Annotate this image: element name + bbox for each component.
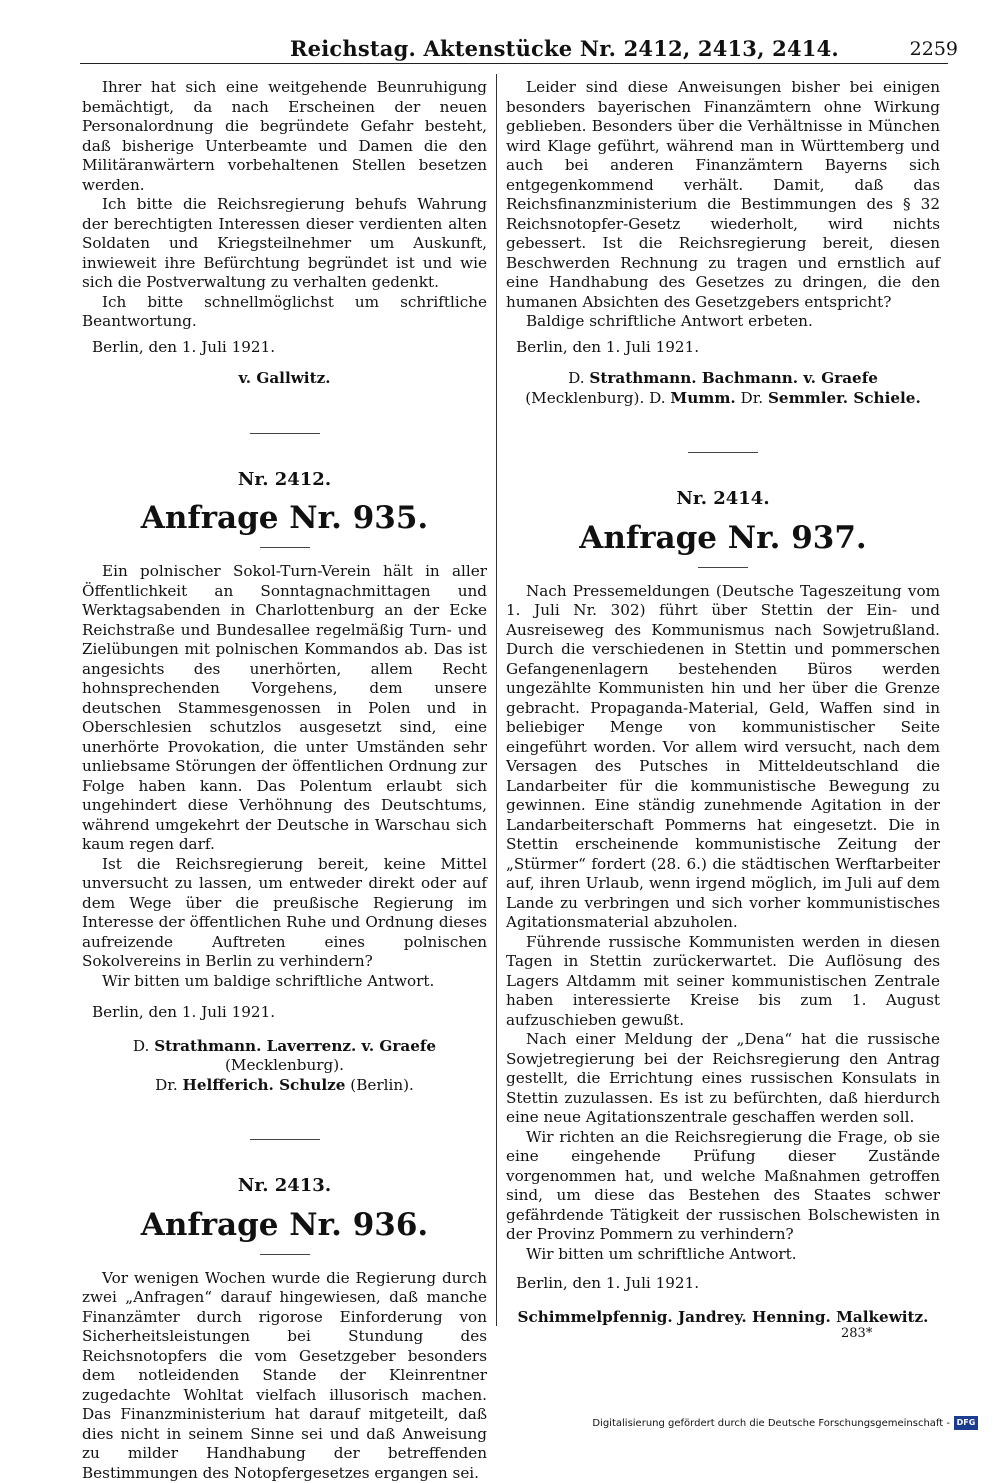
title-rule [260,1254,310,1255]
title-rule [698,567,748,568]
signature-line [506,369,940,389]
signature-mark: 283* [841,1326,872,1341]
signature-line [82,1076,487,1096]
paragraph: Nach einer Meldung der „Dena“ hat die russische Sowjetregierung bei der Reichsregierung den Antrag gestellt, die Errichtung eines russischen Konsulats in Stettin zuzulassen. Es ist zu befürchten, daß hierdurch eine neue Agitationszentrale geschaffen werden soll. [506,1030,940,1128]
section-divider [250,433,320,434]
document-number: Nr. 2412. [82,470,487,490]
date-place: Berlin, den 1. Juli 1921. [506,1274,940,1294]
signature: v. Gallwitz. [82,369,487,389]
section-divider [250,1139,320,1140]
paragraph: Wir richten an die Reichsregierung die Frage, ob sie eine eingehende Prüfung dieser Zustände vorgenommen hat, und welche Maßnahmen getroffen sind, um diese das Bestehen des Staates schwer gefährdende Tätigkeit der russischen Bolschewisten in der Provinz Pommern zu verhindern? [506,1128,940,1245]
signature: Schimmelpfennig. Jandrey. Henning. Malkewitz. [506,1308,940,1328]
paragraph: Ihrer hat sich eine weitgehende Beunruhigung bemächtigt, da nach Erscheinen der neuen Personalordnung die begründete Gefahr besteht, daß bisherige Unterbeamte und Damen die den Militäranwärtern vorbehaltenen Stellen besetzen werden. [82,78,487,195]
paragraph: Wir bitten um baldige schriftliche Antwort. [82,972,487,992]
signature-note: (Mecklenburg). D. [525,389,665,407]
signature-title: Dr. [741,389,764,407]
page-number: 2259 [910,38,958,60]
document-number: Nr. 2414. [506,489,940,509]
dfg-logo: DFG [954,1416,978,1430]
signature-note: (Berlin). [350,1076,414,1094]
header-rule [80,63,948,64]
signature-names: Strathmann. Laverrenz. v. Graefe [154,1037,436,1055]
page-header [0,30,1000,66]
signature-line [82,1037,487,1076]
paragraph: Baldige schriftliche Antwort erbeten. [506,312,940,332]
column-divider [496,74,497,1326]
signature-names: Semmler. Schiele. [768,389,921,407]
inquiry-title: Anfrage Nr. 935. [82,499,487,537]
signature-names: Mumm. [670,389,735,407]
document-number: Nr. 2413. [82,1176,487,1196]
paragraph: Nach Pressemeldungen (Deutsche Tageszeitung vom 1. Juli Nr. 302) führt über Stettin der Ein- und Ausreiseweg des Kommunismus nach Sowjetrußland. Durch die verschiedenen in Stettin und pommerschen Gefangenenlagern bestehenden Büros werden ungezählte Kommunisten hin und her über die Grenze gebracht. Propaganda-Material, Geld, Waffen sind in beliebiger Menge von kommunistischer Seite eingeführt worden. Vor allem wird versucht, nach dem Versagen des Putsches in Mitteldeutschland die Landarbeiter für die kommunistische Bewegung zu gewinnen. Eine ständig zunehmende Agitation in der Landarbeiterschaft Pommerns hat eingesetzt. Die in Stettin erscheinende kommunistische Zeitung der „Stürmer“ fordert (28. 6.) die städtischen Werftarbeiter auf, ihren Urlaub, wenn irgend möglich, im Juli auf dem Lande zu verbringen und sich vorher kommunistisches Agitationsmaterial abzuholen. [506,582,940,933]
date-place: Berlin, den 1. Juli 1921. [82,338,487,358]
right-column [506,78,940,1327]
paragraph: Ich bitte die Reichsregierung behufs Wahrung der berechtigten Interessen dieser verdienten alten Soldaten und Kriegsteilnehmer um Auskunft, inwieweit ihre Befürchtung begründet ist und wie sich die Postverwaltung zu verhalten gedenkt. [82,195,487,293]
paragraph: Leider sind diese Anweisungen bisher bei einigen besonders bayerischen Finanzämtern ohne Wirkung geblieben. Besonders über die Verhältnisse in München wird Klage geführt, während man in Württemberg und auch bei anderen Finanzämtern Bayerns sich entgegenkommend verhält. Damit, daß das Reichsfinanzministerium die Bestimmungen des § 32 Reichsnotopfer-Gesetz wiederholt, wird nichts gebessert. Ist die Reichsregierung bereit, diesen Beschwerden Rechnung zu tragen und ernstlich auf eine Handhabung des Gesetzes zu dringen, die den humanen Absichten des Gesetzgebers entspricht? [506,78,940,312]
signature-line [506,389,940,409]
date-place: Berlin, den 1. Juli 1921. [506,338,940,358]
inquiry-title: Anfrage Nr. 937. [506,519,940,557]
paragraph: Vor wenigen Wochen wurde die Regierung durch zwei „Anfragen“ darauf hingewiesen, daß manche Finanzämter durch rigorose Einforderung von Sicherheitsleistungen bei Stundung des Reichsnotopfers die vom Gesetzgeber besonders dem notleidenden Stande der Kleinrentner zugedachte Wohltat vielfach illusorisch machen. Das Finanzministerium hat darauf mitgeteilt, daß dies nicht in seinem Sinne sei und daß Anweisung zu milder Handhabung der betreffenden Bestimmungen des Notopfergesetzes ergangen sei. [82,1269,487,1483]
digitization-credit: Digitalisierung gefördert durch die Deutsche Forschungsgemeinschaft - [592,1418,950,1429]
signature-title: D. [133,1037,149,1055]
title-rule [260,547,310,548]
signature-title: Dr. [155,1076,178,1094]
signature-title: D. [568,369,584,387]
paragraph: Wir bitten um schriftliche Antwort. [506,1245,940,1265]
left-column [82,78,487,1483]
paragraph: Führende russische Kommunisten werden in diesen Tagen in Stettin zurückerwartet. Die Auflösung des Lagers Altdamm mit seiner kommunistischen Zentrale haben interessierte Kreise bis zum 1. August aufzuschieben gewußt. [506,933,940,1031]
signature-names: Helfferich. Schulze [183,1076,346,1094]
paragraph: Ein polnischer Sokol-Turn-Verein hält in aller Öffentlichkeit an Sonntagnachmittagen und Werktagsabenden in Charlottenburg an der Ecke Reichstraße und Bundesallee regelmäßig Turn- und Zielübungen mit polnischen Kommandos ab. Das ist angesichts des unerhörten, allem Recht hohnsprechenden Vorgehens, dem unsere deutschen Stammesgenossen in Polen und in Oberschlesien schutzlos ausgesetzt sind, eine unerhörte Provokation, die unter Umständen sehr unliebsame Störungen der öffentlichen Ordnung zur Folge haben kann. Das Polentum erlaubt sich ungehindert diese Verhöhnung des Deutschtums, während umgekehrt der Deutsche in Warschau sich kaum regen darf. [82,562,487,855]
paragraph: Ist die Reichsregierung bereit, keine Mittel unversucht zu lassen, um entweder direkt oder auf dem Wege über die preußische Regierung im Interesse der öffentlichen Ruhe und Ordnung dieses aufreizende Auftreten eines polnischen Sokolvereins in Berlin zu verhindern? [82,855,487,972]
date-place: Berlin, den 1. Juli 1921. [82,1003,487,1023]
paragraph: Ich bitte schnellmöglichst um schriftliche Beantwortung. [82,293,487,332]
header-title: Reichstag. Aktenstücke Nr. 2412, 2413, 2414. [290,36,839,61]
signature-names: Strathmann. Bachmann. v. Graefe [589,369,878,387]
inquiry-title: Anfrage Nr. 936. [82,1206,487,1244]
section-divider [688,452,758,453]
signature-note: (Mecklenburg). [225,1056,344,1074]
